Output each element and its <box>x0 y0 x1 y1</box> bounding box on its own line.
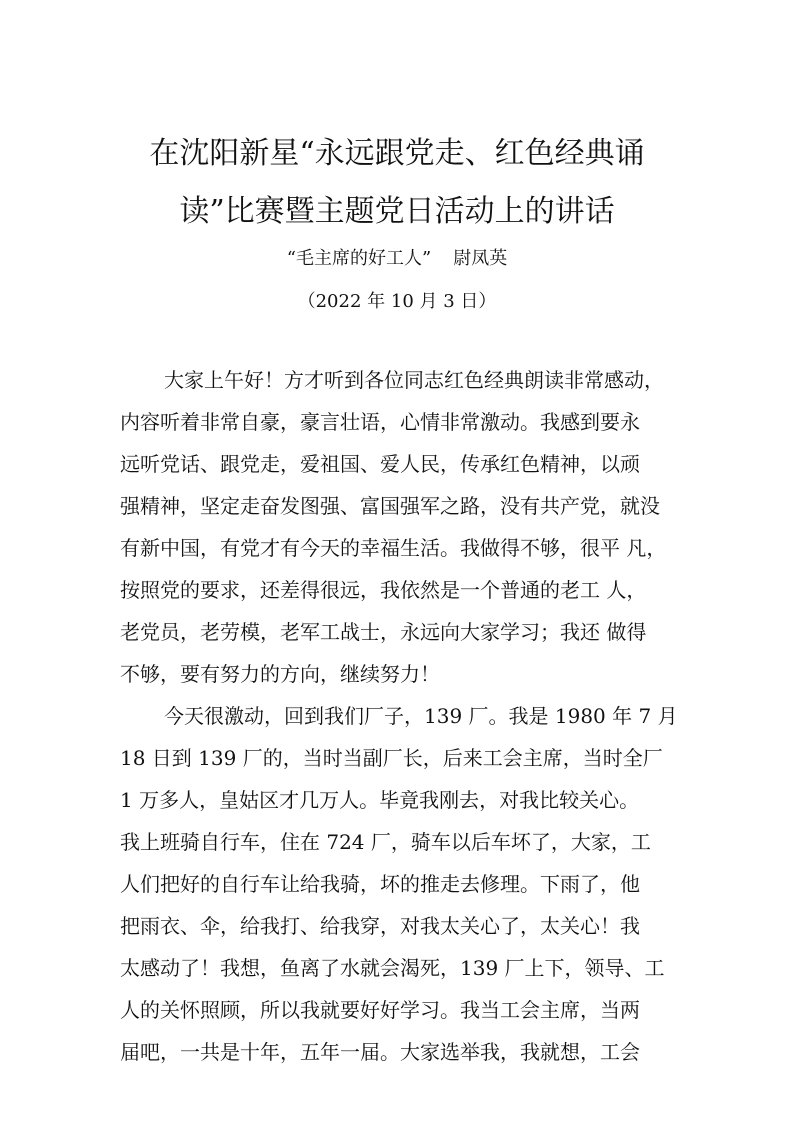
document-title-line-2: 读”比赛暨主题党日活动上的讲话 <box>179 194 615 229</box>
body-line: 1 万多人，皇姑区才几万人。毕竟我刚去，对我比较关心。 <box>120 788 640 812</box>
body-line: 人们把好的自行车让给我骑，坏的推走去修理。下雨了，他 <box>120 872 640 896</box>
body-line: 届吧，一共是十年，五年一届。大家选举我，我就想，工会 <box>120 1040 640 1064</box>
body-line: 有新中国，有党才有今天的幸福生活。我做得不够，很平 凡， <box>120 536 667 560</box>
body-line: 我上班骑自行车，住在 724 厂，骑车以后车坏了，大家，工 <box>120 830 651 854</box>
body-line: 强精神，坚定走奋发图强、富国强军之路，没有共产党，就没 <box>120 494 660 518</box>
body-line: 大家上午好！方才听到各位同志红色经典朗读非常感动， <box>164 368 664 392</box>
body-line: 老党员，老劳模，老军工战士，永远向大家学习；我还 做得 <box>120 620 647 644</box>
body-line: 把雨衣、伞，给我打、给我穿，对我太关心了，太关心！我 <box>120 914 640 938</box>
body-line: 按照党的要求，还差得很远，我依然是一个普通的老工 人， <box>120 578 647 602</box>
body-line: 太感动了！我想，鱼离了水就会渴死，139 厂上下，领导、工 <box>120 956 665 980</box>
body-line: 不够，要有努力的方向，继续努力！ <box>120 662 440 686</box>
body-line: 内容听着非常自豪，豪言壮语，心情非常激动。我感到要永 <box>120 410 640 434</box>
author-line <box>0 246 794 272</box>
body-line: 远听党话、跟党走，爱祖国、爱人民，传承红色精神，以顽 <box>120 452 640 476</box>
author-name: 尉凤英 <box>453 248 508 269</box>
body-line: 人的关怀照顾，所以我就要好好学习。我当工会主席，当两 <box>120 998 640 1022</box>
document-title-line-1: 在沈阳新星“永远跟党走、红色经典诵 <box>149 136 645 171</box>
speech-date: （2022 年 10 月 3 日） <box>297 291 497 312</box>
body-line: 今天很激动，回到我们厂子，139 厂。我是 1980 年 7 月 <box>164 704 678 728</box>
body-line: 18 日到 139 厂的，当时当副厂长，后来工会主席，当时全厂 <box>120 746 663 770</box>
author-title: “毛主席的好工人” <box>286 248 432 269</box>
